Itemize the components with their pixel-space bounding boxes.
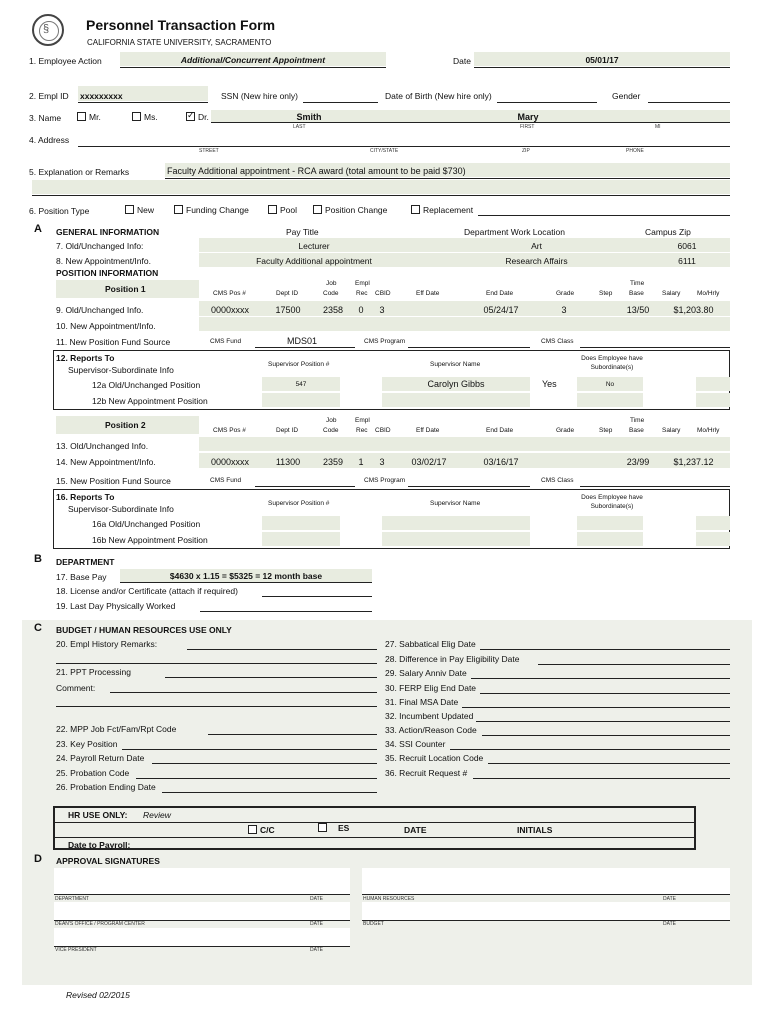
- row16-sup-name-label: Supervisor Name: [430, 500, 481, 507]
- remarks-value: Faculty Additional appointment - RCA award (total amount to be paid $730): [167, 166, 466, 176]
- row14-rec: 1: [358, 457, 364, 467]
- row11-cms-fund-label: CMS Fund: [210, 338, 242, 345]
- pt-funding-checkbox[interactable]: [174, 205, 249, 215]
- row16a-label: 16a Old/Unchanged Position: [92, 519, 201, 529]
- row14-eff: 03/02/17: [411, 457, 447, 467]
- budget-signature-field[interactable]: [362, 902, 730, 920]
- date-to-payroll-label: Date to Payroll:: [68, 840, 131, 850]
- row30-label: 30. FERP Elig End Date: [385, 683, 477, 693]
- row14-label: 14. New Appointment/Info.: [56, 457, 156, 467]
- col-job: Job: [326, 280, 337, 287]
- empl-id-label: 2. Empl ID: [29, 91, 69, 101]
- row23-field[interactable]: [122, 749, 377, 750]
- dr-checkbox[interactable]: [186, 112, 209, 122]
- col-dept-id: Dept ID: [276, 290, 299, 297]
- row12-sup-sub: Supervisor-Subordinate Info: [68, 365, 174, 375]
- pt-new-label: New: [137, 205, 155, 215]
- row19-label: 19. Last Day Physically Worked: [56, 601, 176, 611]
- section-d-letter: D: [34, 853, 42, 865]
- form-subtitle: CALIFORNIA STATE UNIVERSITY, SACRAMENTO: [87, 38, 272, 47]
- row11-label: 11. New Position Fund Source: [56, 337, 171, 347]
- zip-caption: ZIP: [522, 148, 530, 154]
- row17-value: $4630 x 1.15 = $5325 = 12 month base: [169, 571, 323, 581]
- row31-label: 31. Final MSA Date: [385, 697, 459, 707]
- street-caption: STREET: [199, 148, 219, 154]
- p2-col-job: Job: [326, 417, 337, 424]
- row26-field[interactable]: [162, 792, 377, 793]
- row25-field[interactable]: [136, 778, 377, 779]
- row12-label: 12. Reports To: [56, 353, 115, 363]
- row20-field-2[interactable]: [56, 663, 377, 664]
- row23-label: 23. Key Position: [56, 739, 118, 749]
- mi-caption: MI: [655, 124, 661, 130]
- row27-field[interactable]: [480, 649, 730, 650]
- row12a-name-value: Carolyn Gibbs: [427, 379, 485, 389]
- hr-use-label: HR USE ONLY:: [68, 810, 128, 820]
- hr-review-label: Review: [143, 810, 171, 820]
- pt-replacement-label: Replacement: [423, 205, 474, 215]
- row7-zip: 6061: [677, 241, 697, 251]
- check-icon: ✓: [187, 110, 195, 120]
- row7-dept: Art: [531, 241, 542, 251]
- row11-program-field[interactable]: [408, 347, 530, 348]
- department-date-caption: DATE: [310, 896, 323, 902]
- row15-program-field[interactable]: [408, 486, 530, 487]
- form-title: Personnel Transaction Form: [86, 17, 276, 33]
- row20-field[interactable]: [187, 649, 377, 650]
- pay-title-label: Pay Title: [286, 227, 319, 237]
- row10-field[interactable]: [199, 317, 730, 331]
- row16b-sub-field[interactable]: [577, 532, 643, 546]
- department-heading: DEPARTMENT: [56, 557, 115, 567]
- last-name-value: Smith: [296, 112, 322, 122]
- pt-funding-label: Funding Change: [186, 205, 249, 215]
- col-time: Time: [630, 280, 645, 287]
- row14-job: 2359: [322, 457, 344, 467]
- row16a-name-field[interactable]: [382, 516, 530, 530]
- row16-sup-pos-label: Supervisor Position #: [268, 500, 330, 507]
- last-caption: LAST: [293, 124, 306, 130]
- row12b-name-field[interactable]: [382, 393, 530, 407]
- row15-label: 15. New Position Fund Source: [56, 476, 171, 486]
- position-info-heading: POSITION INFORMATION: [56, 268, 159, 278]
- row14-cms: 0000xxxx: [210, 457, 250, 467]
- dept-location-label: Department Work Location: [464, 227, 565, 237]
- dob-field[interactable]: [497, 102, 597, 103]
- row24-field[interactable]: [152, 763, 377, 764]
- row9-cbid: 3: [379, 305, 385, 315]
- pt-pool-label: Pool: [280, 205, 298, 215]
- row15-cms-class-label: CMS Class: [541, 477, 574, 484]
- p2-col-rec: Rec: [356, 427, 368, 434]
- row29-label: 29. Salary Anniv Date: [385, 668, 467, 678]
- row26-label: 26. Probation Ending Date: [56, 782, 156, 792]
- row14-salary: $1,237.12: [673, 457, 714, 467]
- employee-action-value: Additional/Concurrent Appointment: [180, 55, 326, 65]
- row9-label: 9. Old/Unchanged Info.: [56, 305, 144, 315]
- mr-label: Mr.: [89, 112, 101, 122]
- p2-col-grade: Grade: [556, 427, 575, 434]
- p2-col-mohrly: Mo/Hrly: [697, 427, 720, 434]
- hr-signature-field[interactable]: [362, 868, 730, 894]
- address-field[interactable]: [78, 146, 730, 147]
- row35-field[interactable]: [488, 763, 730, 764]
- deans-date-caption: DATE: [310, 921, 323, 927]
- col-rec: Rec: [356, 290, 368, 297]
- approval-heading: APPROVAL SIGNATURES: [56, 856, 160, 866]
- remarks-field-2[interactable]: [32, 180, 730, 194]
- row16b-pos-field[interactable]: [262, 532, 340, 546]
- row12-does-have-label: Does Employee have: [581, 355, 643, 362]
- row12b-sub-field[interactable]: [577, 393, 643, 407]
- p2-col-end-date: End Date: [486, 427, 514, 434]
- col-cbid: CBID: [375, 290, 391, 297]
- row11-class-field[interactable]: [580, 347, 730, 348]
- vp-date-caption: DATE: [310, 947, 323, 953]
- ms-checkbox[interactable]: [132, 112, 158, 122]
- hr-caption: HUMAN RESOURCES: [363, 896, 415, 902]
- row28-field[interactable]: [538, 664, 730, 665]
- pt-position-label: Position Change: [325, 205, 388, 215]
- row21-field[interactable]: [165, 677, 377, 678]
- row15-fund-field[interactable]: [255, 486, 355, 487]
- row8-label: 8. New Appointment/Info.: [56, 256, 151, 266]
- row36-label: 36. Recruit Request #: [385, 768, 468, 778]
- col-code: Code: [323, 290, 339, 297]
- row15-cms-program-label: CMS Program: [364, 477, 406, 484]
- cc-checkbox[interactable]: [248, 825, 275, 835]
- employee-action-label: 1. Employee Action: [29, 56, 102, 66]
- row9-rec: 0: [358, 305, 364, 315]
- hr-initials-label: INITIALS: [517, 825, 553, 835]
- row15-cms-fund-label: CMS Fund: [210, 477, 242, 484]
- row34-field[interactable]: [450, 749, 730, 750]
- row14-dept: 11300: [275, 457, 301, 467]
- row12b-label: 12b New Appointment Position: [92, 396, 208, 406]
- row7-pay-title: Lecturer: [298, 241, 330, 251]
- empl-id-value: xxxxxxxxx: [80, 91, 123, 101]
- hr-date-caption: DATE: [663, 896, 676, 902]
- row22-label: 22. MPP Job Fct/Fam/Rpt Code: [56, 724, 177, 734]
- dept-signature-field[interactable]: [54, 868, 350, 894]
- col-empl: Empl: [355, 280, 370, 287]
- col-mohrly: Mo/Hrly: [697, 290, 720, 297]
- row14-time: 23/99: [626, 457, 650, 467]
- es-checkbox[interactable]: [318, 823, 349, 833]
- gender-field[interactable]: [648, 102, 730, 103]
- row16a-sub-field[interactable]: [577, 516, 643, 530]
- row7-label: 7. Old/Unchanged Info:: [56, 241, 144, 251]
- row9-time: 13/50: [626, 305, 650, 315]
- row12a-pos-value: 547: [295, 381, 307, 388]
- pt-new-checkbox[interactable]: [125, 205, 154, 215]
- p2-col-base: Base: [629, 427, 644, 434]
- section-c-letter: C: [34, 622, 42, 634]
- row14-cbid: 3: [379, 457, 385, 467]
- col-salary: Salary: [662, 290, 681, 297]
- row25-label: 25. Probation Code: [56, 768, 130, 778]
- col-cms-pos: CMS Pos #: [213, 290, 246, 297]
- remarks-label: 5. Explanation or Remarks: [29, 167, 130, 177]
- row14-end: 03/16/17: [483, 457, 519, 467]
- p2-col-salary: Salary: [662, 427, 681, 434]
- section-a-letter: A: [34, 223, 42, 235]
- campus-zip-label: Campus Zip: [645, 227, 691, 237]
- row33-label: 33. Action/Reason Code: [385, 725, 477, 735]
- row20-label: 20. Empl History Remarks:: [56, 639, 158, 649]
- address-label: 4. Address: [29, 135, 70, 145]
- vp-signature-field[interactable]: [54, 928, 350, 946]
- row9-cms: 0000xxxx: [210, 305, 250, 315]
- pt-replacement-checkbox[interactable]: [411, 205, 473, 215]
- p2-col-step: Step: [599, 427, 613, 434]
- row24-label: 24. Payroll Return Date: [56, 753, 145, 763]
- budget-hr-heading: BUDGET / HUMAN RESOURCES USE ONLY: [56, 625, 232, 635]
- budget-date-caption: DATE: [663, 921, 676, 927]
- seal-mark-icon: §: [43, 23, 50, 35]
- row8-zip: 6111: [678, 256, 696, 266]
- dr-label: Dr.: [198, 112, 209, 122]
- col-grade: Grade: [556, 290, 575, 297]
- row36-field[interactable]: [473, 778, 730, 779]
- row12-subordinates-label: Subordinate(s): [590, 364, 634, 371]
- pt-replacement-field[interactable]: [478, 215, 730, 216]
- row11-cms-class-label: CMS Class: [541, 338, 574, 345]
- general-info-heading: GENERAL INFORMATION: [56, 227, 160, 237]
- row34-label: 34. SSI Counter: [385, 739, 446, 749]
- comment-label: Comment:: [56, 683, 96, 693]
- row30-field[interactable]: [480, 693, 730, 694]
- comment-field-2[interactable]: [56, 706, 377, 707]
- p2-col-dept-id: Dept ID: [276, 427, 299, 434]
- position1-label: Position 1: [105, 284, 146, 294]
- pt-pool-checkbox[interactable]: [268, 205, 297, 215]
- row12-sup-name-label: Supervisor Name: [430, 361, 481, 368]
- row12a-no-value: No: [605, 381, 615, 388]
- row12b-pos-field[interactable]: [262, 393, 340, 407]
- row13-label: 13. Old/Unchanged Info.: [56, 441, 149, 451]
- deans-signature-field[interactable]: [54, 902, 350, 920]
- mr-checkbox[interactable]: [77, 112, 101, 122]
- row35-label: 35. Recruit Location Code: [385, 753, 484, 763]
- ssn-label: SSN (New hire only): [221, 91, 298, 101]
- row16b-name-field[interactable]: [382, 532, 530, 546]
- row29-field[interactable]: [471, 678, 730, 679]
- phone-caption: PHONE: [626, 148, 644, 154]
- p2-col-empl: Empl: [355, 417, 370, 424]
- row32-field[interactable]: [476, 721, 730, 722]
- deans-caption: DEAN'S OFFICE / PROGRAM CENTER: [55, 921, 145, 927]
- p2-col-code: Code: [323, 427, 339, 434]
- dob-label: Date of Birth (New hire only): [385, 91, 492, 101]
- row18-label: 18. License and/or Certificate (attach if required): [56, 586, 238, 596]
- row8-pay-title: Faculty Additional appointment: [256, 256, 372, 266]
- row12a-label: 12a Old/Unchanged Position: [92, 380, 201, 390]
- row9-grade: 3: [561, 305, 567, 315]
- row17-label: 17. Base Pay: [56, 572, 107, 582]
- row16-label: 16. Reports To: [56, 492, 115, 502]
- p2-col-time: Time: [630, 417, 645, 424]
- row22-field[interactable]: [208, 734, 377, 735]
- budget-caption: BUDGET: [363, 921, 384, 927]
- row31-field[interactable]: [462, 707, 730, 708]
- vp-caption: VICE PRESIDENT: [55, 947, 97, 953]
- col-end-date: End Date: [486, 290, 514, 297]
- position2-label: Position 2: [105, 420, 146, 430]
- section-b-letter: B: [34, 553, 42, 565]
- row11-fund-value: MDS01: [287, 336, 318, 346]
- p2-col-cms-pos: CMS Pos #: [213, 427, 246, 434]
- row12-sup-pos-label: Supervisor Position #: [268, 361, 330, 368]
- ms-label: Ms.: [144, 112, 158, 122]
- row27-label: 27. Sabbatical Elig Date: [385, 639, 476, 649]
- hr-date-label: DATE: [404, 825, 427, 835]
- row21-label: 21. PPT Processing: [56, 667, 131, 677]
- row16b-label: 16b New Appointment Position: [92, 535, 208, 545]
- row16-subordinates-label: Subordinate(s): [590, 503, 634, 510]
- row10-label: 10. New Appointment/Info.: [56, 321, 156, 331]
- row32-label: 32. Incumbent Updated: [385, 711, 474, 721]
- row16a-pos-field[interactable]: [262, 516, 340, 530]
- p2-col-cbid: CBID: [375, 427, 391, 434]
- row18-field[interactable]: [262, 596, 372, 597]
- date-value: 05/01/17: [585, 55, 619, 65]
- row11-fund-field[interactable]: [255, 347, 355, 348]
- row9-end: 05/24/17: [483, 305, 519, 315]
- first-name-value: Mary: [517, 112, 539, 122]
- row33-field[interactable]: [482, 735, 730, 736]
- row13-field[interactable]: [199, 437, 730, 451]
- cc-label: C/C: [260, 825, 275, 835]
- revised-footer: Revised 02/2015: [66, 990, 130, 1000]
- name-label: 3. Name: [29, 113, 62, 123]
- position-type-label: 6. Position Type: [29, 206, 90, 216]
- row28-label: 28. Difference in Pay Eligibility Date: [385, 654, 520, 664]
- date-label: Date: [453, 56, 471, 66]
- row9-job: 2358: [322, 305, 344, 315]
- row16-does-have-label: Does Employee have: [581, 494, 643, 501]
- row19-field[interactable]: [200, 611, 372, 612]
- pt-position-checkbox[interactable]: [313, 205, 387, 215]
- ssn-field[interactable]: [303, 102, 378, 103]
- col-step: Step: [599, 290, 613, 297]
- row8-dept: Research Affairs: [505, 256, 568, 266]
- department-caption: DEPARTMENT: [55, 896, 89, 902]
- comment-field[interactable]: [110, 692, 377, 693]
- city-caption: CITY/STATE: [370, 148, 399, 154]
- p2-col-eff-date: Eff Date: [416, 427, 440, 434]
- row11-cms-program-label: CMS Program: [364, 338, 406, 345]
- row15-class-field[interactable]: [580, 486, 730, 487]
- es-label: ES: [338, 823, 350, 833]
- first-caption: FIRST: [520, 124, 535, 130]
- row16-sup-sub: Supervisor-Subordinate Info: [68, 504, 174, 514]
- col-base: Base: [629, 290, 644, 297]
- row9-salary: $1,203.80: [673, 305, 714, 315]
- col-eff-date: Eff Date: [416, 290, 440, 297]
- row12a-yes: Yes: [542, 379, 557, 389]
- gender-label: Gender: [612, 91, 641, 101]
- row9-dept: 17500: [275, 305, 301, 315]
